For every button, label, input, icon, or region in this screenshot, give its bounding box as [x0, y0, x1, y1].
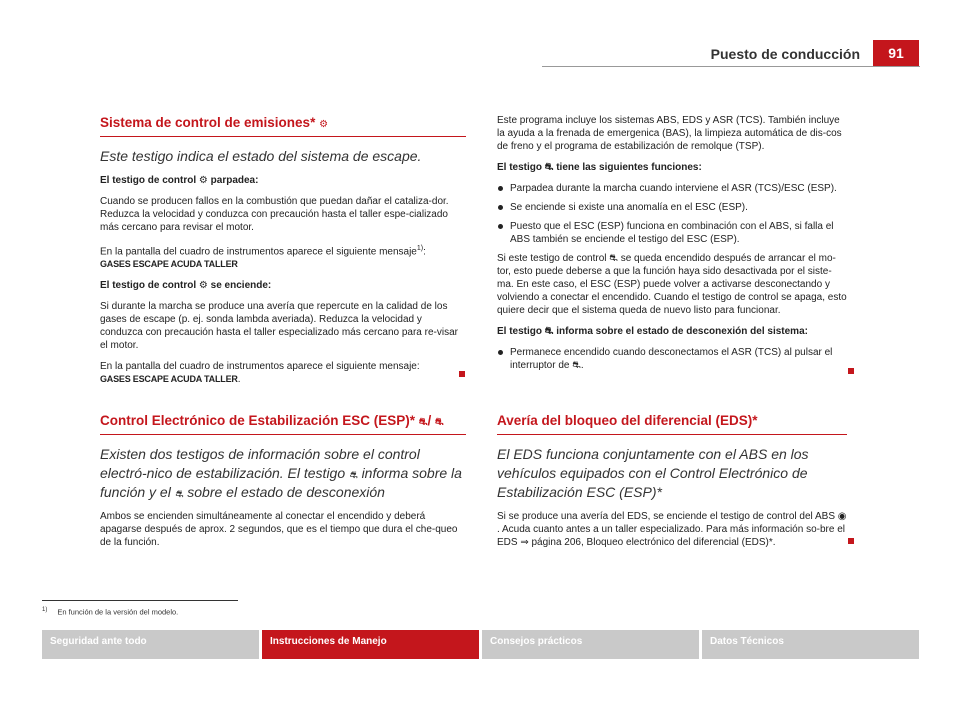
- right-column-eds: [497, 412, 847, 557]
- paragraph: Si durante la marcha se produce una avería que repercute en la calidad de los gases de escape (p. ej. sonda lambda averiada). Reduzca la velocidad y conduzca con precaución hasta el taller especializado más cercano para re-visar el motor.: [100, 301, 458, 352]
- paragraph: Ambos se encienden simultáneamente al conectar el encendido y deberá apagarse después de aprox. 2 segundos, que es el tiempo que dura el che-queo de la función.: [100, 511, 458, 548]
- section-title-esc: Control Electrónico de Estabilización ESC (ESP)* ⛐/ ⛐: [100, 412, 466, 435]
- list-item: Puesto que el ESC (ESP) funciona en combinación con el ABS, si falla el ABS también se enciende el testigo del ESC (ESP).: [497, 220, 847, 246]
- page-number: 91: [873, 40, 919, 67]
- left-column-esc: [100, 412, 466, 557]
- paragraph: En la pantalla del cuadro de instrumentos aparece el siguiente mensaje$^{1)}$: GASES ESCAPE ACUDA TALLER: [100, 245, 426, 270]
- footnote-ref: 1): [416, 245, 424, 252]
- section-end-marker: [848, 538, 854, 544]
- esc-skid-icon: ⛐: [609, 253, 618, 264]
- right-column: [497, 114, 847, 378]
- list-item: Parpadea durante la marcha cuando interviene el ASR (TCS)/ESC (ESP).: [497, 182, 847, 195]
- esc-off-icon: ⛐: [544, 326, 554, 337]
- engine-warning-icon: ⚙: [198, 280, 208, 292]
- page-header-title: Puesto de conducción: [710, 46, 860, 62]
- header-divider: [542, 66, 920, 67]
- footnote: $^{1)}$ En función de la versión del modelo.: [42, 607, 179, 617]
- subheading-blinks: El testigo de control ⚙ parpadea:: [100, 175, 259, 186]
- footer-nav: [42, 630, 919, 659]
- section-end-marker: [459, 371, 465, 377]
- subheading-esc-functions: El testigo ⛐ tiene las siguientes funciones:: [497, 162, 702, 173]
- section-title-emissions: Sistema de control de emisiones* ⚙: [100, 114, 466, 137]
- display-message: GASES ESCAPE ACUDA TALLER: [100, 374, 238, 385]
- section-title-eds: Avería del bloqueo del diferencial (EDS)*: [497, 412, 847, 435]
- section-end-marker: [848, 368, 854, 374]
- section-lead-emissions: Este testigo indica el estado del sistema de escape.: [100, 148, 422, 164]
- paragraph: Si este testigo de control ⛐ se queda encendido después de arrancar el mo-tor, esto puede deberse a que la función haya sido desactivada por el siste-ma. En este caso, el ESC (ESP) puede volver a activarse desconectando y volviendo a conectar el encendido. Cuando el testigo de control se apaga, esto quiere decir que el sistema queda de nuevo listo para funcionar.: [497, 253, 847, 316]
- list-item: Permanece encendido cuando desconectamos el ASR (TCS) al pulsar el interruptor de ⛐.: [497, 346, 847, 372]
- subheading-lights: El testigo de control ⚙ se enciende:: [100, 280, 272, 292]
- footer-tab-seguridad[interactable]: Seguridad ante todo: [42, 630, 259, 659]
- subheading-esc-off: El testigo ⛐ informa sobre el estado de desconexión del sistema:: [497, 326, 808, 337]
- footer-tab-datos[interactable]: Datos Técnicos: [702, 630, 919, 659]
- section-lead-esc: Existen dos testigos de información sobre el control electró-nico de estabilización. El testigo ⛐ informa sobre la función y el ⛐ sobre el estado de desconexión: [100, 446, 462, 500]
- footer-tab-consejos[interactable]: Consejos prácticos: [482, 630, 699, 659]
- paragraph: Si se produce una avería del EDS, se enciende el testigo de control del ABS ◉. Acuda cuanto antes a un taller especializado. Para más información so-bre el EDS ⇒ página 206, Bloqueo electrónico del diferencial (EDS)*.: [497, 511, 847, 548]
- paragraph: Este programa incluye los sistemas ABS, EDS y ASR (TCS). También incluye la ayuda a la frenada de emergenica (BAS), la limpieza automática de dis-cos de freno y el programa de estabilización de remolque (TSP).: [497, 115, 842, 152]
- esc-off-icon: ⛐: [174, 489, 184, 500]
- paragraph: Cuando se producen fallos en la combustión que puedan dañar el cataliza-dor. Reduzca la velocidad y conduzca con precaución hasta el taller espe-cializado más cercano para revisar el motor.: [100, 196, 449, 233]
- esc-off-icon: ⛐: [572, 360, 581, 371]
- esc-skid-icon: ⛐: [544, 162, 554, 173]
- left-column: [100, 114, 466, 394]
- paragraph: En la pantalla del cuadro de instrumentos aparece el siguiente mensaje: GASES ESCAPE ACUDA TALLER.: [100, 361, 420, 386]
- esc-skid-icon: ⛐: [349, 470, 358, 481]
- engine-warning-icon: ⚙: [319, 119, 329, 130]
- esc-off-icon: ⛐: [434, 417, 444, 428]
- section-lead-eds: El EDS funciona conjuntamente con el ABS en los vehículos equipados con el Control Electrónico de Estabilización ESC (ESP)*: [497, 446, 809, 500]
- footer-tab-instrucciones[interactable]: Instrucciones de Manejo: [262, 630, 479, 659]
- display-message: GASES ESCAPE ACUDA TALLER: [100, 259, 238, 270]
- esc-skid-icon: ⛐: [418, 417, 428, 428]
- engine-warning-icon: ⚙: [198, 175, 208, 186]
- footnote-divider: [42, 600, 238, 601]
- list-item: Se enciende si existe una anomalía en el ESC (ESP).: [497, 201, 847, 214]
- abs-icon: ◉: [837, 511, 847, 522]
